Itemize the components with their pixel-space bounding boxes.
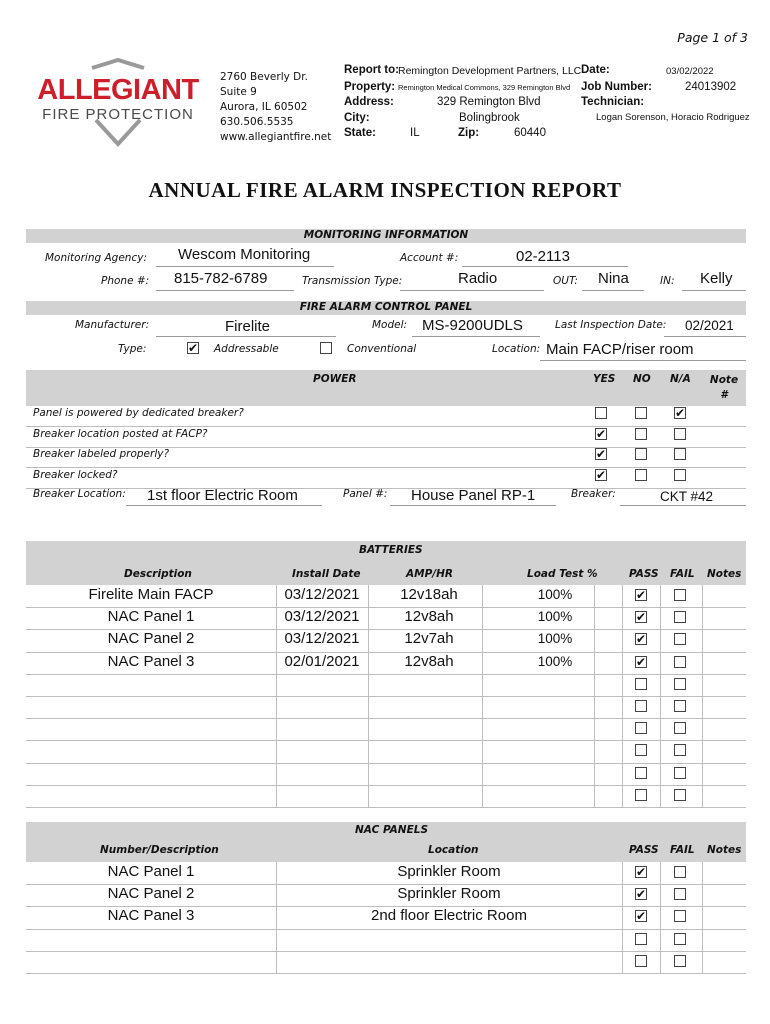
power-no-checkbox[interactable] (635, 428, 647, 440)
battery-fail-checkbox[interactable] (674, 700, 686, 712)
in-label: IN: (660, 275, 675, 287)
battery-amp-hr[interactable]: 12v8ah (404, 652, 454, 670)
nac-location[interactable]: Sprinkler Room (397, 885, 501, 903)
battery-fail-checkbox[interactable] (674, 633, 686, 645)
power-na-header: N/A (670, 373, 691, 385)
battery-pass-header: PASS (629, 568, 659, 580)
account-label: Account #: (400, 252, 459, 264)
nac-fail-checkbox[interactable] (674, 866, 686, 878)
battery-load-test[interactable]: 100% (537, 609, 573, 625)
battery-pass-checkbox[interactable] (635, 744, 647, 756)
panel-number-label: Panel #: (343, 488, 388, 500)
power-yes-checkbox[interactable]: ✔ (596, 467, 607, 482)
nac-pass-header: PASS (629, 844, 659, 856)
job-number-label: Job Number: (581, 81, 652, 93)
battery-description[interactable]: NAC Panel 2 (107, 630, 195, 648)
nac-pass-checkbox[interactable]: ✔ (636, 865, 647, 879)
logo-wordmark: ALLEGIANT (37, 74, 199, 106)
battery-row-divider (26, 740, 746, 741)
power-yes-header: YES (593, 373, 616, 385)
breaker-field[interactable]: CKT #42 (660, 489, 714, 504)
nac-description[interactable]: NAC Panel 3 (107, 907, 195, 925)
battery-amp-hr[interactable]: 12v18ah (400, 586, 458, 603)
state-label: State: (344, 127, 376, 139)
battery-row-divider (26, 696, 746, 697)
zip-label: Zip: (458, 127, 480, 139)
manufacturer-label: Manufacturer: (75, 319, 150, 331)
manufacturer-field[interactable]: Firelite (225, 318, 271, 335)
battery-fail-header: FAIL (670, 568, 695, 580)
location-label: Location: (492, 343, 541, 355)
phone-field[interactable]: 815-782-6789 (174, 270, 268, 287)
power-na-checkbox[interactable] (674, 469, 686, 481)
power-note-header: Note # (709, 374, 739, 401)
nac-pass-checkbox[interactable] (635, 933, 647, 945)
battery-pass-checkbox[interactable] (635, 722, 647, 734)
monitoring-section-header (26, 229, 746, 243)
in-operator-field[interactable]: Kelly (700, 270, 733, 287)
nac-notes-header: Notes (707, 844, 742, 856)
battery-amp-hr[interactable]: 12v8ah (404, 608, 454, 626)
nac-location[interactable]: Sprinkler Room (397, 863, 501, 880)
battery-pass-checkbox[interactable] (635, 678, 647, 690)
battery-fail-checkbox[interactable] (674, 744, 686, 756)
battery-fail-checkbox[interactable] (674, 589, 686, 601)
battery-description[interactable]: NAC Panel 3 (107, 652, 195, 670)
panel-number-field[interactable]: House Panel RP-1 (411, 487, 536, 504)
company-city: Aurora, IL 60502 (220, 101, 308, 113)
battery-fail-checkbox[interactable] (674, 611, 686, 623)
nac-fail-header: FAIL (670, 844, 695, 856)
facp-section-header (26, 301, 746, 315)
battery-fail-checkbox[interactable] (674, 722, 686, 734)
property-label: Property: (344, 81, 396, 93)
model-label: Model: (372, 319, 408, 331)
page-number: Page 1 of 3 (677, 30, 748, 45)
nac-description[interactable]: NAC Panel 2 (107, 885, 195, 903)
out-label: OUT: (553, 275, 578, 287)
nac-pass-checkbox[interactable]: ✔ (636, 887, 647, 902)
address-label: Address: (344, 96, 394, 108)
monitoring-agency-label: Monitoring Agency: (45, 252, 147, 264)
type-label: Type: (118, 343, 147, 355)
battery-pass-checkbox[interactable] (635, 767, 647, 779)
battery-install-date[interactable]: 03/12/2021 (284, 586, 360, 603)
city-label: City: (344, 112, 370, 124)
technician-label: Technician: (581, 96, 645, 108)
report-title: ANNUAL FIRE ALARM INSPECTION REPORT (148, 178, 622, 202)
battery-load-header: Load Test % (527, 568, 598, 580)
logo-tagline: FIRE PROTECTION (42, 106, 194, 123)
out-operator-field[interactable]: Nina (598, 270, 629, 287)
battery-description[interactable]: Firelite Main FACP (88, 586, 214, 603)
transmission-type-field[interactable]: Radio (458, 270, 498, 287)
battery-install-header: Install Date (292, 568, 361, 580)
conventional-checkbox[interactable] (320, 342, 332, 354)
monitoring-agency-field[interactable]: Wescom Monitoring (178, 246, 311, 263)
company-phone: 630.506.5535 (220, 116, 294, 128)
power-yes-checkbox[interactable]: ✔ (596, 426, 607, 441)
power-question: Breaker locked? (33, 468, 118, 481)
model-field[interactable]: MS-9200UDLS (422, 317, 523, 334)
nac-fail-checkbox[interactable] (674, 933, 686, 945)
property-value: Remington Medical Commons, 329 Remington Blvd (398, 83, 571, 92)
power-na-checkbox[interactable]: ✔ (675, 406, 686, 420)
battery-fail-checkbox[interactable] (674, 678, 686, 690)
power-no-checkbox[interactable] (635, 469, 647, 481)
battery-row-divider (26, 674, 746, 675)
battery-description[interactable]: NAC Panel 1 (107, 608, 195, 626)
power-yes-checkbox[interactable] (595, 407, 607, 419)
nac-row-divider (26, 951, 746, 952)
job-number-value: 24013902 (685, 81, 737, 93)
battery-row-divider (26, 718, 746, 719)
power-no-checkbox[interactable] (635, 448, 647, 460)
nac-desc-header: Number/Description (100, 844, 219, 856)
facp-section-title: FIRE ALARM CONTROL PANEL (299, 301, 473, 313)
power-title: POWER (313, 373, 357, 385)
power-question: Panel is powered by dedicated breaker? (33, 407, 244, 419)
account-field[interactable]: 02-2113 (516, 248, 570, 265)
nac-title: NAC PANELS (355, 824, 429, 836)
battery-install-date[interactable]: 03/12/2021 (284, 630, 360, 648)
battery-pass-checkbox[interactable]: ✔ (636, 654, 647, 669)
battery-fail-checkbox[interactable] (674, 656, 686, 668)
monitoring-section-title: MONITORING INFORMATION (303, 229, 469, 241)
power-no-checkbox[interactable] (635, 407, 647, 419)
power-na-checkbox[interactable] (674, 448, 686, 460)
addressable-label: Addressable (214, 343, 279, 355)
battery-row-divider (26, 807, 746, 808)
power-yes-checkbox[interactable]: ✔ (596, 447, 607, 461)
last-inspection-label: Last Inspection Date: (555, 319, 667, 331)
nac-location[interactable]: 2nd floor Electric Room (371, 907, 527, 925)
report-to-value: Remington Development Partners, LLC (398, 65, 582, 77)
power-question: Breaker labeled properly? (33, 448, 170, 460)
battery-row-divider (26, 763, 746, 764)
battery-install-date[interactable]: 03/12/2021 (284, 608, 360, 626)
panel-location-field[interactable]: Main FACP/riser room (546, 341, 694, 358)
breaker-location-field[interactable]: 1st floor Electric Room (147, 487, 298, 504)
nac-location-header: Location (428, 844, 479, 856)
battery-pass-checkbox[interactable]: ✔ (636, 610, 647, 625)
battery-amp-header: AMP/HR (406, 568, 453, 580)
address-value: 329 Remington Blvd (437, 96, 541, 108)
nac-col-divider (622, 862, 623, 973)
breaker-location-label: Breaker Location: (33, 488, 126, 500)
power-na-checkbox[interactable] (674, 428, 686, 440)
nac-fail-checkbox[interactable] (674, 910, 686, 922)
nac-description[interactable]: NAC Panel 1 (107, 863, 195, 880)
battery-pass-checkbox[interactable] (635, 700, 647, 712)
battery-load-test[interactable]: 100% (537, 587, 573, 602)
battery-amp-hr[interactable]: 12v7ah (404, 630, 454, 648)
last-inspection-field[interactable]: 02/2021 (685, 318, 734, 333)
date-label: Date: (581, 64, 610, 76)
company-website: www.allegiantfire.net (220, 131, 332, 143)
date-value: 03/02/2022 (666, 66, 714, 77)
company-logo (30, 54, 206, 150)
technician-value: Logan Sorenson, Horacio Rodriguez (596, 112, 750, 123)
power-question: Breaker location posted at FACP? (33, 427, 208, 440)
batteries-title: BATTERIES (359, 544, 423, 556)
addressable-checkbox[interactable]: ✔ (188, 341, 199, 355)
nac-col-divider (702, 862, 703, 973)
battery-pass-checkbox[interactable]: ✔ (636, 588, 647, 602)
power-no-header: NO (633, 373, 651, 385)
city-value: Bolingbrook (459, 112, 520, 124)
nac-col-divider (660, 862, 661, 973)
nac-row-divider (26, 973, 746, 974)
company-street: 2760 Beverly Dr. (220, 71, 308, 83)
company-suite: Suite 9 (220, 86, 257, 98)
nac-row-divider (26, 929, 746, 930)
battery-pass-checkbox[interactable] (635, 789, 647, 801)
report-to-label: Report to: (344, 64, 399, 76)
battery-notes-header: Notes (707, 568, 742, 580)
battery-pass-checkbox[interactable]: ✔ (636, 632, 647, 647)
breaker-label: Breaker: (571, 488, 616, 500)
zip-value: 60440 (514, 127, 546, 139)
battery-fail-checkbox[interactable] (674, 767, 686, 779)
battery-load-test[interactable]: 100% (537, 653, 573, 669)
conventional-label: Conventional (347, 343, 417, 355)
transmission-type-label: Transmission Type: (302, 275, 403, 287)
battery-install-date[interactable]: 02/01/2021 (284, 652, 360, 670)
phone-label: Phone #: (101, 275, 150, 287)
battery-desc-header: Description (124, 568, 192, 580)
nac-pass-checkbox[interactable]: ✔ (636, 909, 647, 924)
nac-fail-checkbox[interactable] (674, 955, 686, 967)
nac-fail-checkbox[interactable] (674, 888, 686, 900)
battery-load-test[interactable]: 100% (537, 631, 573, 647)
battery-fail-checkbox[interactable] (674, 789, 686, 801)
battery-row-divider (26, 785, 746, 786)
company-address (220, 70, 331, 145)
state-value: IL (410, 127, 420, 139)
nac-pass-checkbox[interactable] (635, 955, 647, 967)
